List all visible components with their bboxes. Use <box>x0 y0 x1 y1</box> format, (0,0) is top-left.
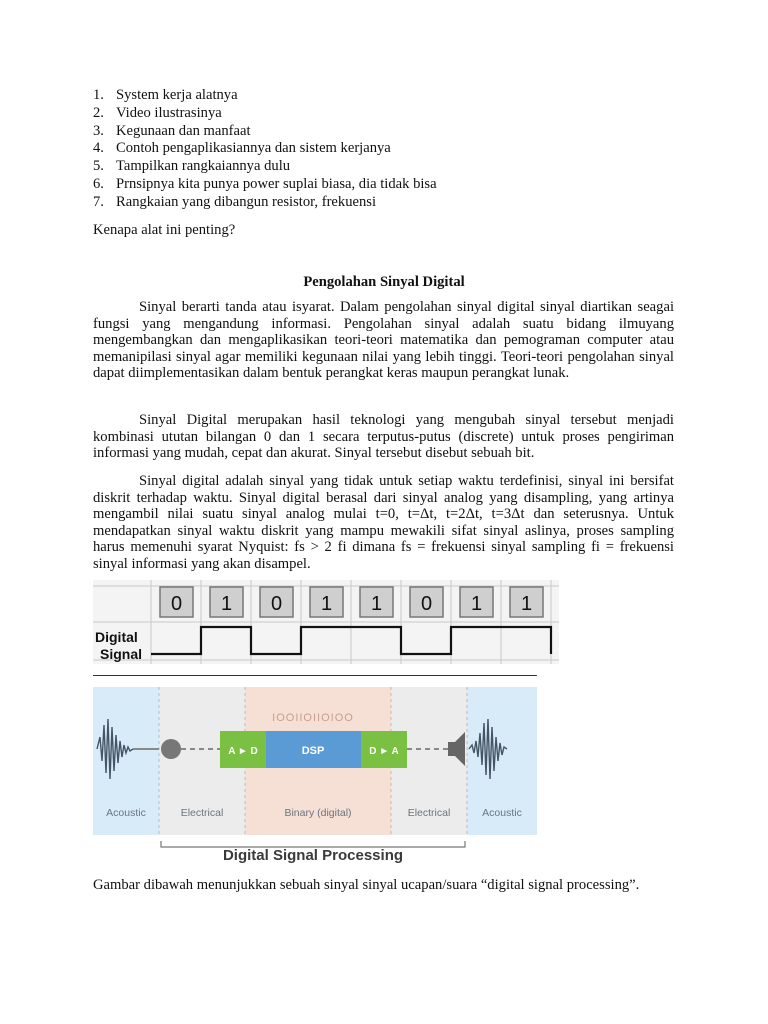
bit-box <box>160 587 193 617</box>
list-item: 6. Prnsipnya kita punya power suplai biasa, dia tidak bisa <box>93 175 437 192</box>
list-item: 3. Kegunaan dan manfaat <box>93 122 251 139</box>
bit-box <box>410 587 443 617</box>
zone-label: Electrical <box>407 807 451 819</box>
list-item: 5. Tampilkan rangkaiannya dulu <box>93 158 291 175</box>
ad-converter-label: A ► D <box>228 746 258 757</box>
bit-box <box>260 587 293 617</box>
binary-stream-text: IOOIIOIIOIOO <box>272 712 354 724</box>
bit-box <box>510 587 543 617</box>
bit-box <box>460 587 493 617</box>
figure-caption: Gambar dibawah menunjukkan sebuah sinyal sinyal ucapan/suara “digital signal processing”. <box>93 877 640 893</box>
bit-value: 1 <box>220 593 233 615</box>
digital-signal-label: Signal <box>100 646 143 662</box>
bit-box <box>360 587 393 617</box>
bit-value: 1 <box>520 593 533 615</box>
bit-value: 0 <box>170 593 183 615</box>
bit-value: 1 <box>370 593 383 615</box>
zone-label: Electrical <box>180 807 224 819</box>
paragraph-2: Sinyal Digital merupakan hasil teknologi yang mengubah sinyal tersebut menjadi kombinasi ututan bilangan 0 dan 1 secara terputus-putus (discrete) untuk proses pengiriman informasi yang mudah, cepat dan akurat. Sinyal tersebut disebut sebuah bit. <box>93 412 674 461</box>
zone-label: Acoustic <box>106 807 146 819</box>
list-item: 1. System kerja alatnya <box>93 87 238 103</box>
microphone-icon <box>161 739 181 759</box>
numbered-list <box>93 87 437 212</box>
paragraph-1: Sinyal berarti tanda atau isyarat. Dalam pengolahan sinyal digital sinyal diartikan seagai fungsi yang mengandung informasi. Pengolahan sinyal adalah suatu bidang ilmuyang mengembangkan dan mengaplikasikan teori-teori matematika dan pemograman computer atau memanipilasi sinyal agar memiliki kegunaan nilai yang lebih tinggi. Teori-teori pengolahan sinyal dapat diimplementasikan dalam bentuk perangkat keras maupun perangkat lunak. <box>93 299 674 381</box>
bit-value: 0 <box>420 593 433 615</box>
bit-value: 1 <box>320 593 333 615</box>
zone-label: Acoustic <box>482 807 522 819</box>
list-item: 4. Contoh pengaplikasiannya dan sistem kerjanya <box>93 140 391 157</box>
dsp-label: DSP <box>301 745 325 757</box>
bit-box <box>310 587 343 617</box>
list-item: 7. Rangkaian yang dibangun resistor, frekuensi <box>93 193 377 210</box>
list-item: 2. Video ilustrasinya <box>93 104 222 121</box>
bit-value: 1 <box>470 593 483 615</box>
dsp-figure <box>93 675 537 869</box>
question-text: Kenapa alat ini penting? <box>93 222 236 238</box>
bit-box <box>210 587 243 617</box>
zone-label: Binary (digital) <box>284 807 352 819</box>
figure-footer-title: Digital Signal Processing <box>222 847 404 864</box>
da-converter-label: D ► A <box>369 746 399 757</box>
paragraph-3: Sinyal digital adalah sinyal yang tidak untuk setiap waktu terdefinisi, sinyal ini bersifat diskrit terhadap waktu. Sinyal digital berasal dari sinyal analog yang disampling, yang artinya mengambil nilai suatu sinyal analog mulai t=0, t=Δt, t=2Δt, t=3Δt dan seterusnya. Untuk mendapatkan sinyal waktu diskrit yang mampu mewakili sifat sinyal aslinya, proses sampling harus memenuhi syarat Nyquist: fs > 2 fi dimana fs = frekuensi sinyal sampling fi = frekuensi sinyal informasi yang akan disampel. <box>93 473 674 572</box>
digital-signal-label: Digital <box>95 629 138 645</box>
bit-value: 0 <box>270 593 283 615</box>
digital-signal-figure <box>93 580 559 664</box>
section-title: Pengolahan Sinyal Digital <box>303 274 465 290</box>
